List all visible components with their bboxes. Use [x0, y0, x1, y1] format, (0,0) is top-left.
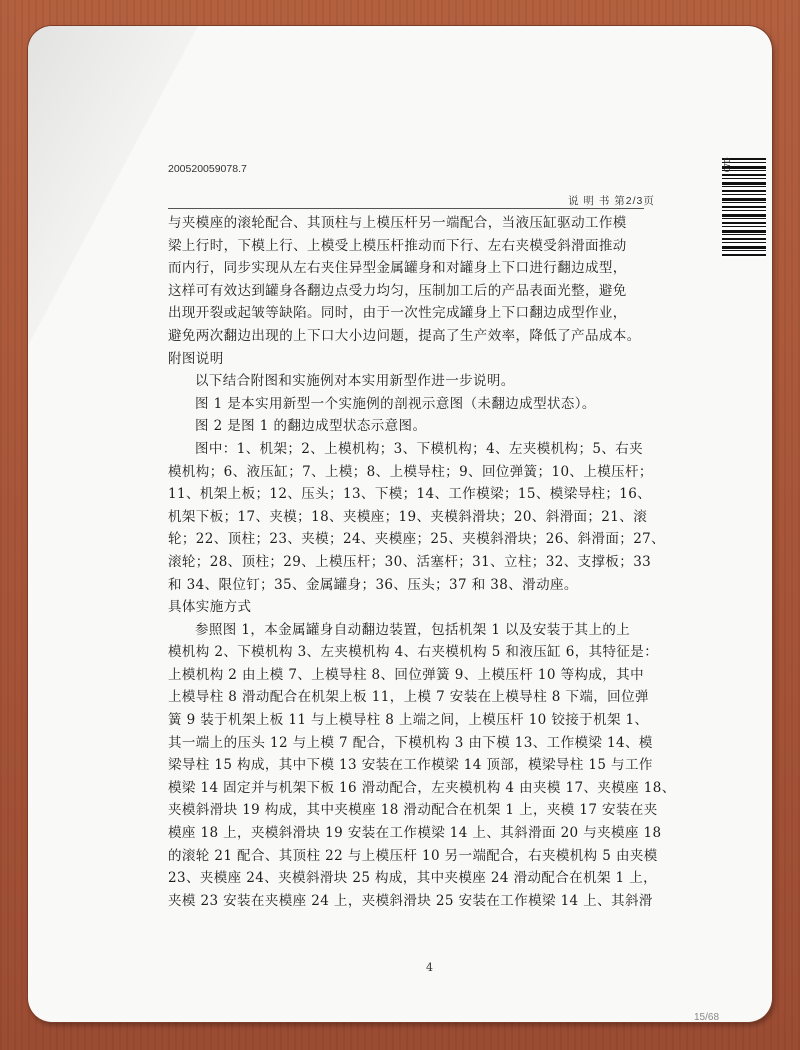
text-line: 上模机构 2 由上模 7、上模导柱 8、回位弹簧 9、上模压杆 10 等构成，其中: [168, 666, 644, 683]
text-line: 这样可有效达到罐身各翻边点受力均匀，压制加工后的产品表面光整，避免: [168, 282, 627, 299]
text-line: 上模导柱 8 滑动配合在机架上板 11，上模 7 安装在上模导柱 8 下端，回位弹: [168, 689, 649, 706]
text-line: 夹模 23 安装在夹模座 24 上，夹模斜滑块 25 安装在工作模梁 14 上、其斜滑: [168, 892, 653, 909]
text-line: 附图说明: [168, 350, 224, 367]
text-line: 轮；22、顶柱；23、夹模；24、夹模座；25、夹模斜滑块；26、斜滑面；27、: [168, 531, 666, 548]
text-line: 模梁 14 固定并与机架下板 16 滑动配合，左夹模机构 4 由夹模 17、夹模座 18、: [168, 779, 676, 796]
application-number: 200520059078.7: [168, 163, 247, 175]
text-line: 的滚轮 21 配合、其顶柱 22 与上模压杆 10 另一端配合，右夹模机构 5 由夹模: [168, 847, 658, 864]
text-line: 其一端上的压头 12 与上模 7 配合，下模机构 3 由下模 13、工作模梁 14、模: [168, 734, 653, 751]
scan-page-counter: 15/68: [694, 1012, 720, 1023]
body-text: [168, 212, 676, 912]
text-line: 参照图 1，本金属罐身自动翻边装置，包括机架 1 以及安装于其上的上: [195, 621, 631, 638]
section-label: 说 明 书 第2/3页: [568, 195, 655, 207]
text-line: 11、机架上板；12、压头；13、下模；14、工作模梁；15、模梁导柱；16、: [168, 486, 652, 503]
document-page: [28, 26, 772, 1022]
text-line: 避免两次翻边出现的上下口大小边问题，提高了生产效率，降低了产品成本。: [168, 327, 641, 344]
text-line: 以下结合附图和实施例对本实用新型作进一步说明。: [195, 373, 515, 390]
text-line: 滚轮；28、顶柱；29、上模压杆；30、活塞杆；31、立柱；32、支撑板；33: [168, 553, 652, 570]
text-line: 图 2 是图 1 的翻边成型状态示意图。: [195, 418, 427, 435]
text-line: 具体实施方式: [168, 599, 252, 616]
text-line: 簧 9 装于机架上板 11 与上模导柱 8 上端之间，上模压杆 10 铰接于机架 1、: [168, 712, 649, 729]
text-line: 与夹模座的滚轮配合、其顶柱与上模压杆另一端配合，当液压缸驱动工作模: [168, 215, 627, 231]
barcode-code: 07D: [723, 157, 732, 172]
text-line: 图中：1、机架；2、上模机构；3、下模机构；4、左夹模机构；5、右夹: [195, 440, 644, 457]
text-line: 模机构 2、下模机构 3、左夹模机构 4、右夹模机构 5 和液压缸 6，其特征是：: [168, 644, 659, 661]
text-line: 出现开裂或起皱等缺陷。同时，由于一次性完成罐身上下口翻边成型作业，: [168, 305, 627, 322]
page-number: 4: [426, 961, 433, 974]
text-line: 梁导柱 15 构成，其中下模 13 安装在工作模梁 14 顶部，模梁导柱 15 与工作: [168, 757, 653, 774]
text-line: 夹模斜滑块 19 构成，其中夹模座 18 滑动配合在机架 1 上，夹模 17 安装在夹: [168, 802, 658, 819]
text-line: 而内行，同步实现从左右夹住异型金属罐身和对罐身上下口进行翻边成型，: [168, 260, 627, 277]
text-line: 图 1 是本实用新型一个实施例的剖视示意图（未翻边成型状态）。: [195, 395, 596, 412]
barcode: [722, 158, 766, 258]
header-rule: [168, 208, 644, 209]
text-line: 和 34、限位钉；35、金属罐身；36、压头；37 和 38、滑动座。: [168, 576, 578, 593]
text-line: 机架下板；17、夹模；18、夹模座；19、夹模斜滑块；20、斜滑面；21、滚: [168, 508, 648, 525]
text-line: 梁上行时，下模上行、上模受上模压杆推动而下行、左右夹模受斜滑面推动: [168, 237, 627, 254]
text-line: 23、夹模座 24、夹模斜滑块 25 构成，其中夹模座 24 滑动配合在机架 1 上，: [168, 870, 658, 887]
text-line: 模机构；6、液压缸；7、上模；8、上模导柱；9、回位弹簧；10、上模压杆；: [168, 463, 653, 480]
text-line: 模座 18 上，夹模斜滑块 19 安装在工作模梁 14 上、其斜滑面 20 与夹模座 18: [168, 825, 662, 842]
